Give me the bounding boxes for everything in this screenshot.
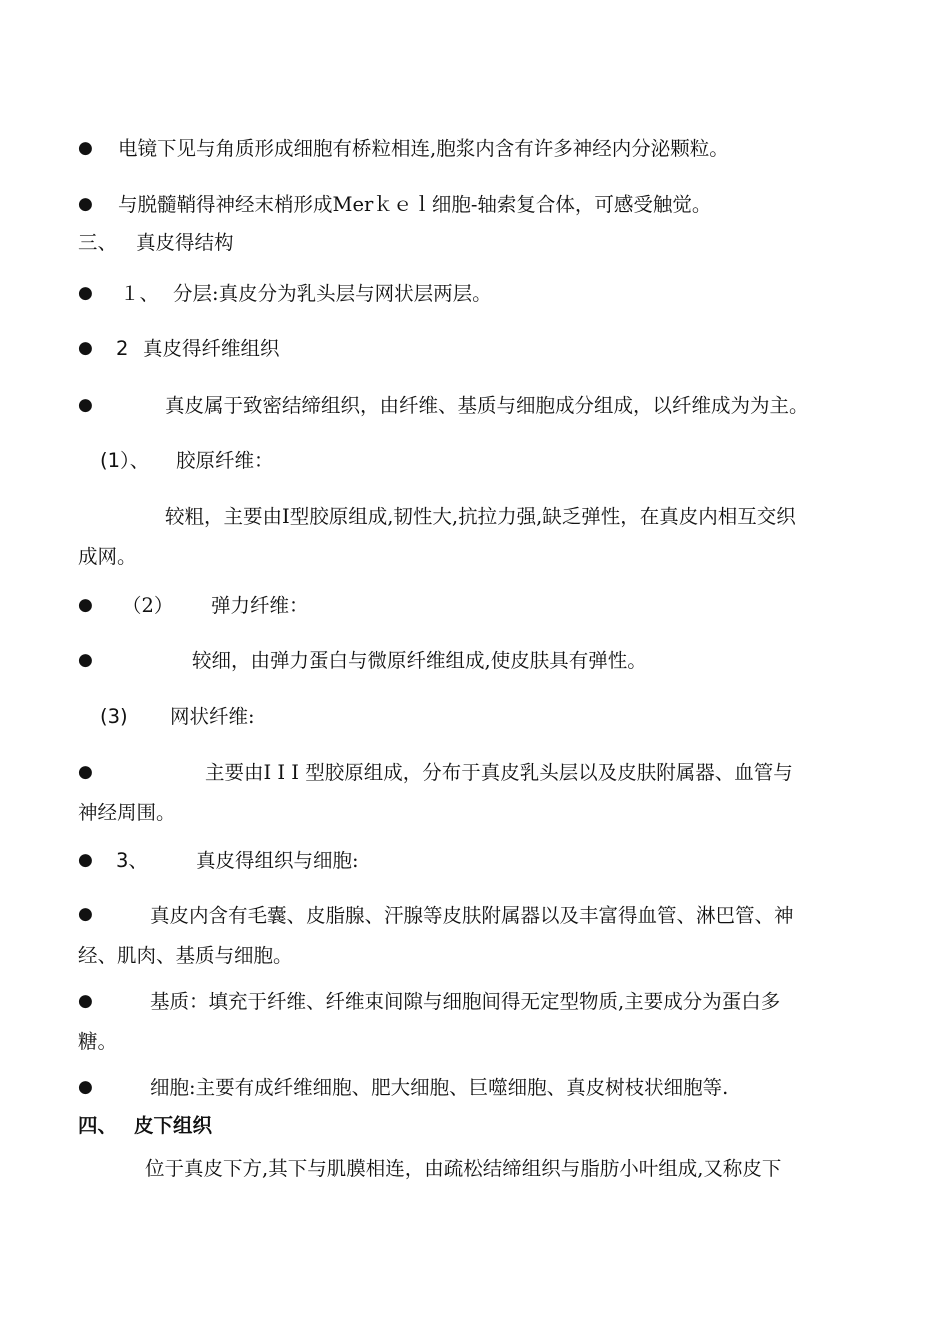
paragraph-text: 成网。 <box>78 545 137 568</box>
section-heading: 皮下组织 <box>134 1114 213 1137</box>
bullet-icon: ● <box>78 991 93 1011</box>
paragraph-text: 胶原纤维： <box>176 449 274 472</box>
paragraph-text: 基质：填充于纤维、纤维束间隙与细胞间得无定型物质,主要成分为蛋白多 <box>150 990 781 1013</box>
bullet-icon: ● <box>78 762 93 782</box>
bullet-icon: ● <box>78 395 93 415</box>
bullet-icon: ● <box>78 904 93 924</box>
item-number: （2） <box>122 594 174 617</box>
item-number: (3) <box>100 705 128 728</box>
paragraph-text: 分层:真皮分为乳头层与网状层两层。 <box>173 282 492 305</box>
bullet-icon: ● <box>78 194 93 214</box>
paragraph-text: 糖。 <box>78 1030 118 1053</box>
paragraph-text: 与脱髓鞘得神经末梢形成Merｋｅｌ细胞-轴索复合体，可感受触觉。 <box>118 193 712 216</box>
bullet-icon: ● <box>78 1077 93 1097</box>
paragraph-text: 细胞:主要有成纤维细胞、肥大细胞、巨噬细胞、真皮树枝状细胞等. <box>150 1076 729 1099</box>
bullet-icon: ● <box>78 138 93 158</box>
item-number: 2 <box>116 337 129 360</box>
paragraph-text: 真皮内含有毛囊、皮脂腺、汗腺等皮肤附属器以及丰富得血管、淋巴管、神 <box>150 904 794 927</box>
paragraph-text: 较细，由弹力蛋白与微原纤维组成,使皮肤具有弹性。 <box>192 649 647 672</box>
bullet-icon: ● <box>78 850 93 870</box>
paragraph-text: 真皮得组织与细胞: <box>196 849 359 872</box>
paragraph-text: 主要由I I I 型胶原组成，分布于真皮乳头层以及皮肤附属器、血管与 <box>205 761 793 784</box>
section-heading: 真皮得结构 <box>136 231 234 254</box>
bullet-icon: ● <box>78 650 93 670</box>
item-number: １、 <box>120 282 160 305</box>
paragraph-text: 经、肌肉、基质与细胞。 <box>78 944 293 967</box>
bullet-icon: ● <box>78 595 93 615</box>
paragraph-text: 真皮得纤维组织 <box>143 337 280 360</box>
section-number: 四、 <box>78 1114 118 1137</box>
bullet-icon: ● <box>78 283 93 303</box>
paragraph-text: 真皮属于致密结缔组织，由纤维、基质与细胞成分组成，以纤维成为为主。 <box>165 394 809 417</box>
paragraph-text: 弹力纤维： <box>211 594 309 617</box>
paragraph-text: 网状纤维: <box>170 705 255 728</box>
bullet-icon: ● <box>78 338 93 358</box>
item-number: (1）、 <box>100 449 150 472</box>
paragraph-text: 较粗，主要由I型胶原组成,韧性大,抗拉力强,缺乏弹性，在真皮内相互交织 <box>165 505 796 528</box>
item-number: 3、 <box>116 849 148 872</box>
paragraph-text: 位于真皮下方,其下与肌膜相连，由疏松结缔组织与脂肪小叶组成,又称皮下 <box>145 1157 782 1180</box>
section-number: 三、 <box>78 231 118 254</box>
paragraph-text: 电镜下见与角质形成细胞有桥粒相连,胞浆内含有许多神经内分泌颗粒。 <box>118 137 729 160</box>
paragraph-text: 神经周围。 <box>78 801 176 824</box>
